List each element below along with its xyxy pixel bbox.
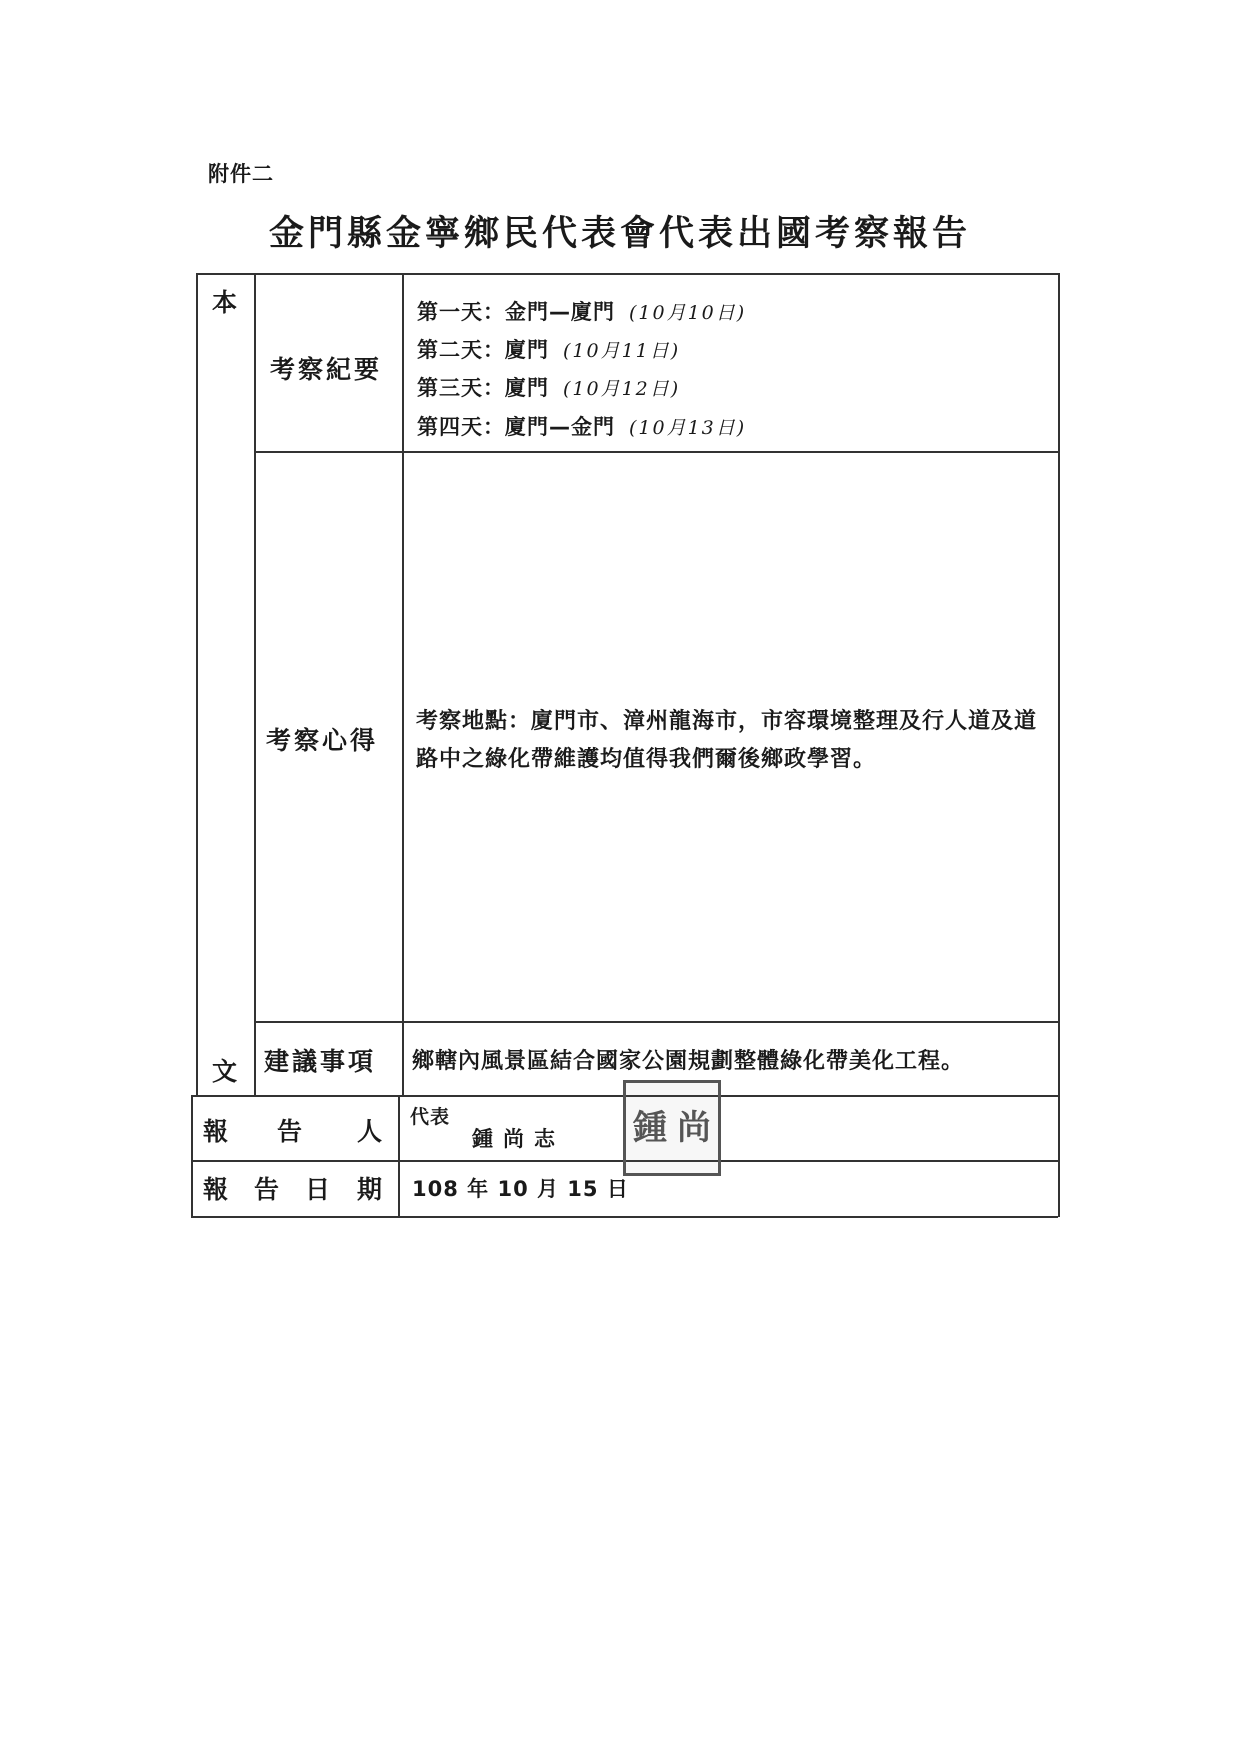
summary-label: 考察紀要 <box>270 355 383 384</box>
date-label-char: 報 <box>203 1175 232 1204</box>
attachment-label: 附件二 <box>208 162 274 186</box>
reporter-label-char: 人 <box>357 1117 386 1146</box>
day-entry <box>417 372 680 402</box>
day-entry <box>417 296 746 326</box>
insight-text: 考察地點：廈門市、漳州龍海市，市容環境整理及行人道及道路中之綠化帶維護均值得我們爾後鄉政學習。 <box>416 709 1038 772</box>
day-date-note: (10月11日) <box>563 340 681 362</box>
day-text: 第三天：廈門 <box>417 376 549 400</box>
day-date-note: (10月10日) <box>629 302 747 324</box>
side-label-bottom: 文 <box>212 1057 241 1086</box>
day-date-note: (10月12日) <box>563 378 681 400</box>
side-label-top: 本 <box>212 288 241 317</box>
day-date-note: (10月13日) <box>629 417 747 439</box>
insight-label: 考察心得 <box>266 726 379 755</box>
day-text: 第一天：金門—廈門 <box>417 300 615 324</box>
seal-char: 尚 <box>677 1108 711 1148</box>
report-date: 108 年 10 月 15 日 <box>412 1177 629 1201</box>
reporter-label-char: 報 <box>203 1117 232 1146</box>
day-text: 第二天：廈門 <box>417 338 549 362</box>
suggestion-text: 鄉轄內風景區結合國家公園規劃整體綠化帶美化工程。 <box>412 1049 965 1074</box>
day-text: 第四天：廈門—金門 <box>417 415 615 439</box>
document-title: 金門縣金寧鄉民代表會代表出國考察報告 <box>268 214 971 254</box>
seal-char: 鍾 <box>633 1108 667 1148</box>
date-label-char: 告 <box>254 1175 283 1204</box>
reporter-label-char: 告 <box>277 1117 306 1146</box>
date-label-char: 日 <box>305 1175 334 1204</box>
day-entry <box>417 411 746 441</box>
reporter-name: 鍾尚志 <box>472 1127 565 1151</box>
name-seal <box>623 1080 721 1176</box>
date-label-char: 期 <box>357 1175 386 1204</box>
day-entry <box>417 334 680 364</box>
suggestion-label: 建議事項 <box>264 1047 377 1076</box>
reporter-title: 代表 <box>410 1106 451 1128</box>
